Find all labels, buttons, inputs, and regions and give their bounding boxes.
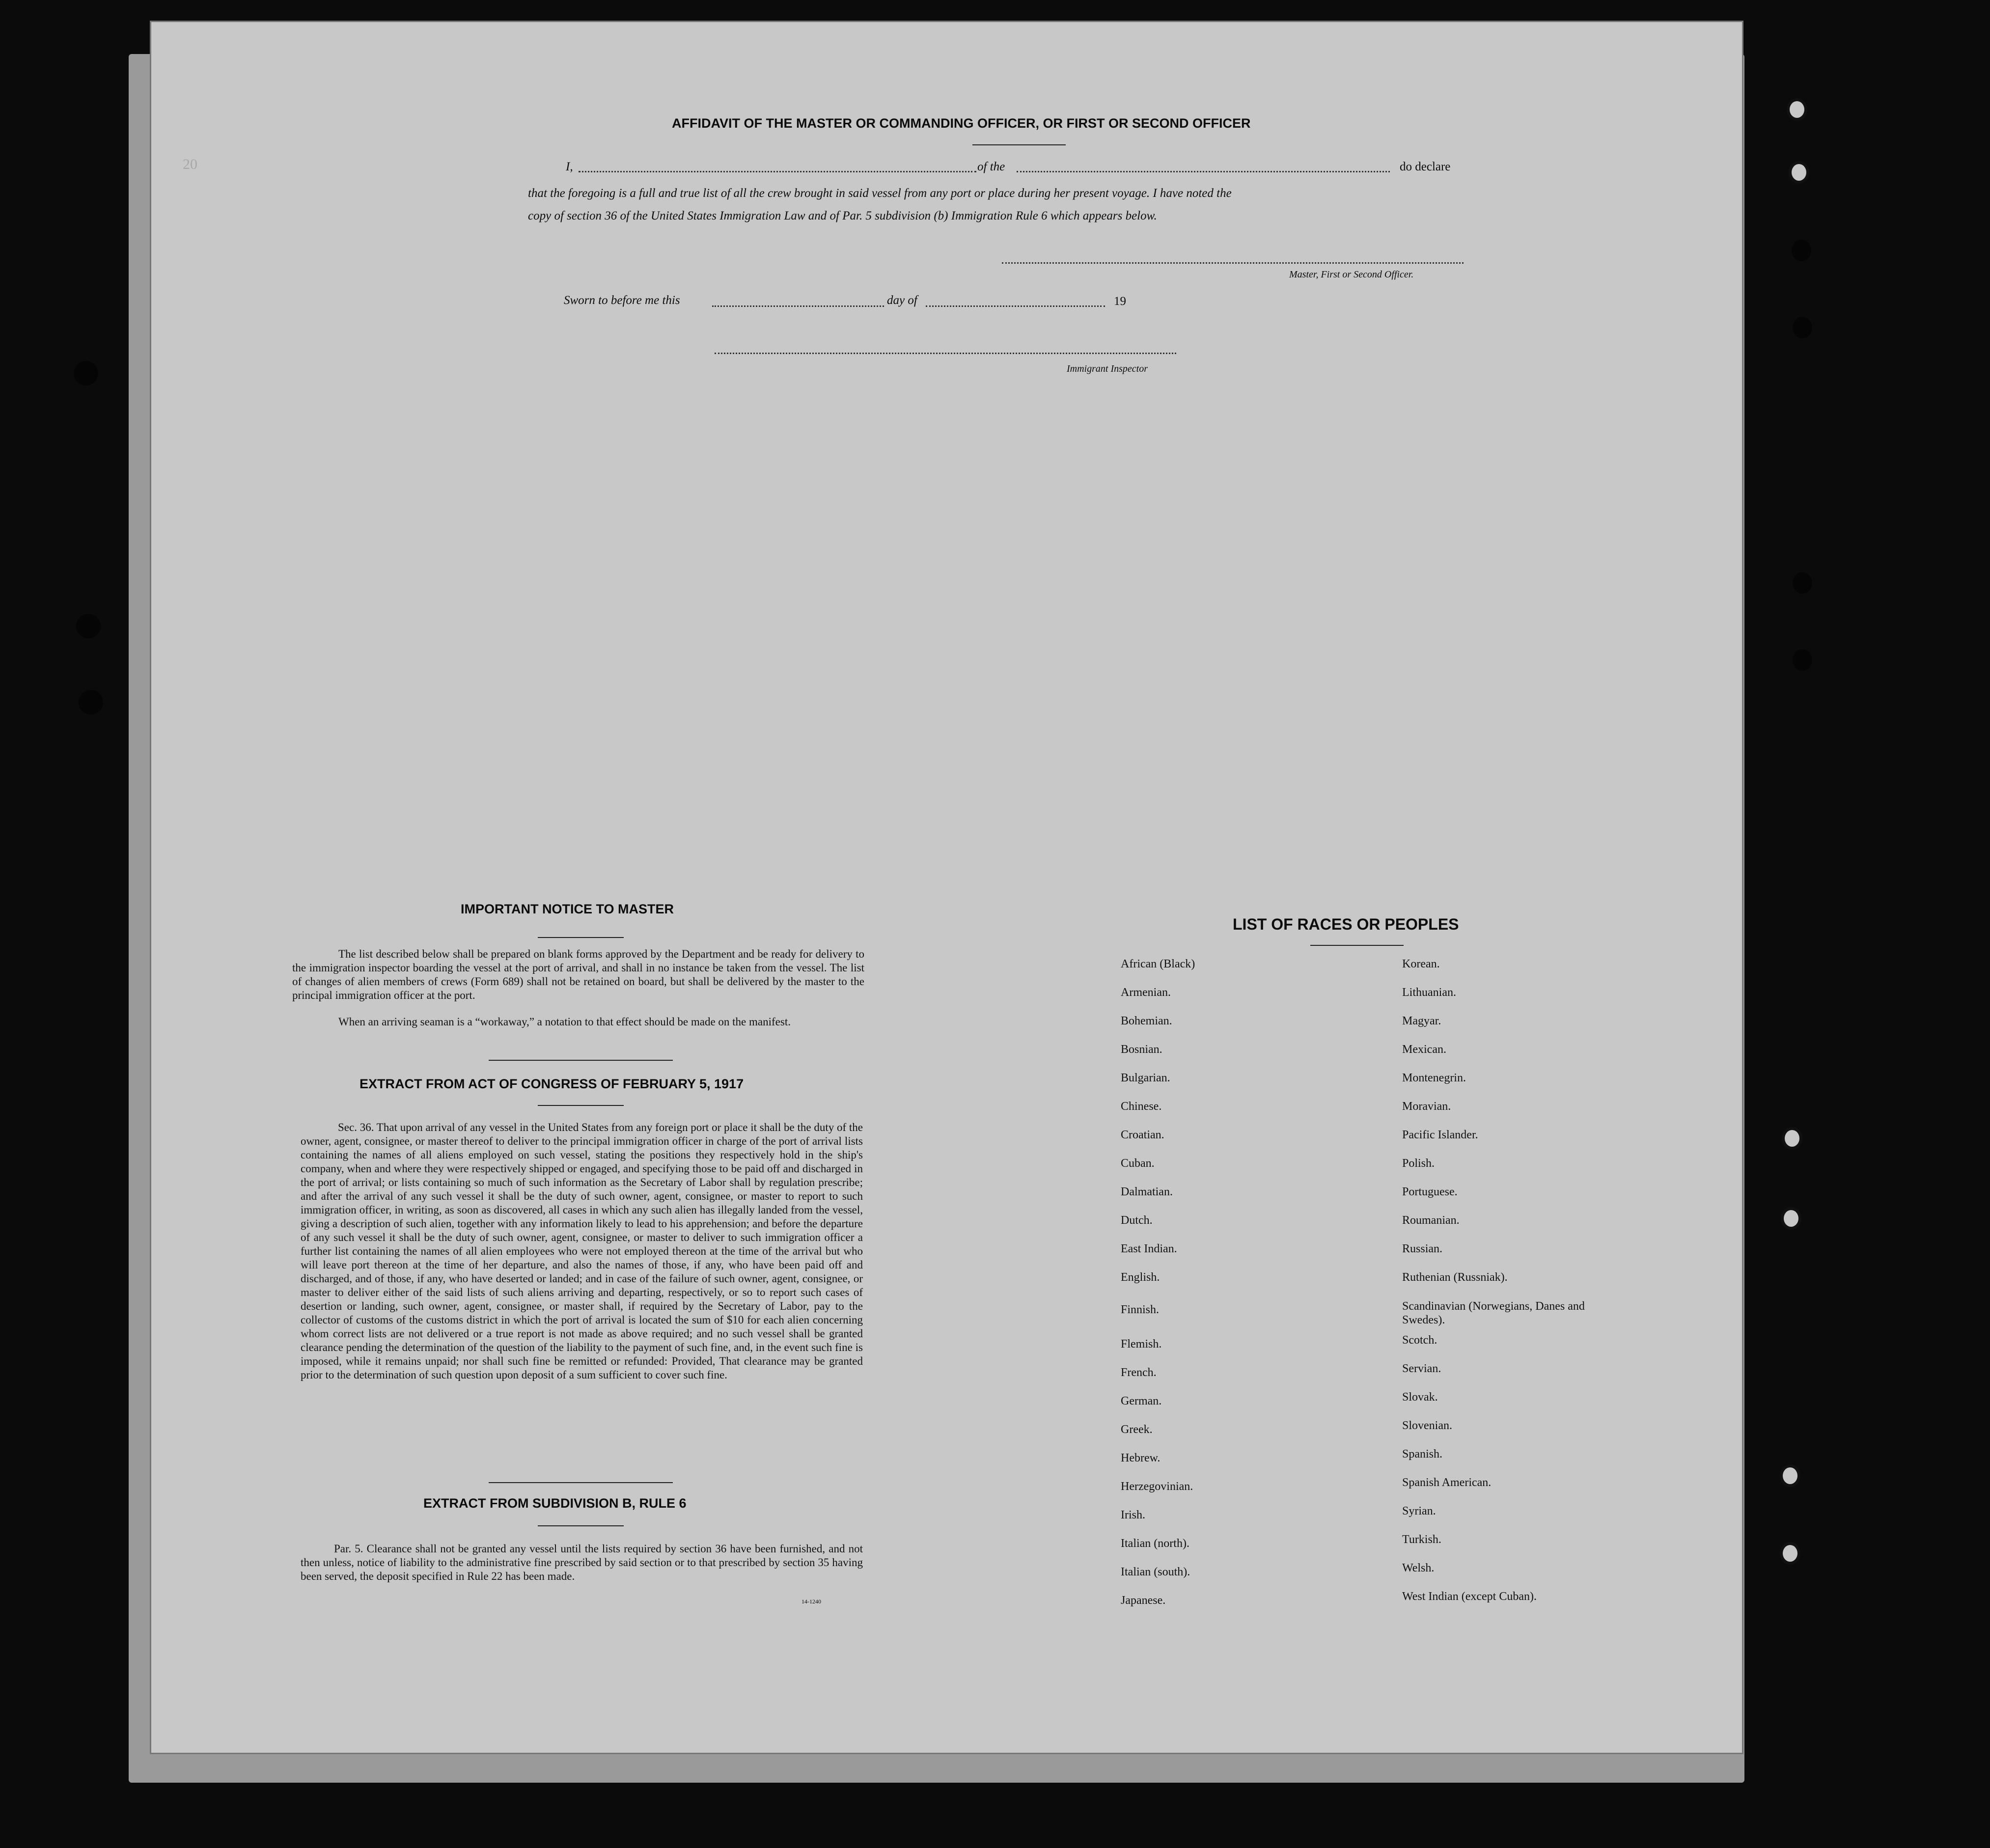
race-item: Bohemian.: [1121, 1015, 1172, 1027]
race-item: Hebrew.: [1121, 1452, 1161, 1464]
notice-body2-text: When an arriving seaman is a “workaway,” a notation to that effect should be made on the manifest.: [338, 1016, 791, 1028]
binder-hole: [74, 361, 98, 386]
race-item: German.: [1121, 1395, 1162, 1407]
race-item: Turkish.: [1402, 1533, 1441, 1546]
divider: [489, 1060, 673, 1061]
day-of-label: day of: [887, 294, 917, 307]
race-item: Montenegrin.: [1402, 1072, 1466, 1084]
affidavit-title: AFFIDAVIT OF THE MASTER OR COMMANDING OFFICER, OR FIRST OR SECOND OFFICER: [672, 116, 1251, 131]
divider: [489, 1482, 673, 1483]
punch-hole: [1780, 1542, 1800, 1565]
race-item: Italian (north).: [1121, 1537, 1189, 1550]
race-item: Magyar.: [1402, 1015, 1441, 1027]
race-item: Spanish American.: [1402, 1476, 1492, 1489]
race-item: Bulgarian.: [1121, 1072, 1170, 1084]
extract-rule-title: EXTRACT FROM SUBDIVISION B, RULE 6: [423, 1496, 687, 1511]
punch-hole: [1789, 161, 1809, 184]
race-item: African (Black): [1121, 958, 1195, 970]
notice-body: [292, 947, 864, 1002]
divider: [538, 937, 624, 938]
race-item: Slovenian.: [1402, 1419, 1452, 1432]
sworn-day-line: [712, 305, 884, 307]
affidavit-declare-label: do declare: [1400, 160, 1451, 173]
punch-hole: [1787, 98, 1807, 121]
notice-title: IMPORTANT NOTICE TO MASTER: [461, 902, 674, 916]
master-signature-label: Master, First or Second Officer.: [1289, 269, 1414, 280]
races-title: LIST OF RACES OR PEOPLES: [1233, 915, 1459, 933]
binder-hole: [79, 690, 103, 715]
race-item: Irish.: [1121, 1509, 1145, 1521]
extract-act-body: Sec. 36. That upon arrival of any vessel in the United States from any foreign port or place it shall be the duty of the owner, agent, consignee, or master thereof to deliver to the principal immigration officer in charge of the port of arrival lists containing the names of all aliens employed on such vessel, stating the positions they respectively hold in the ship's company, when and where they were respectively shipped or engaged, and specifying those to be paid off and discharged in the port of arrival; or lists containing so much of such information as the Secretary of Labor shall by regulation prescribe; and after the arrival of any such vessel it shall be the duty of such owner, agent, consignee, or master to report to such immigration officer, in writing, as soon as discovered, all cases in which any such alien has illegally landed from the vessel, giving a description of such alien, together with any information likely to lead to his apprehension; and before the departure of any such vessel it shall be the duty of such owner, agent, consignee, or master to deliver to such immigration officer a further list containing the names of all alien employees who were not employed thereon at the time of the arrival but who will leave port thereon at the time of her departure, and also the names of those, if any, who have been paid off and discharged, and of those, if any, who have deserted or landed; and in case of the failure of such owner, agent, consignee, or master to deliver either of the said lists of such aliens arriving and departing, respectively, or so to report such cases of desertion or landing, such owner, agent, consignee, or master shall, if required by the Secretary of Labor, pay to the collector of customs of the customs district in which the port of arrival is located the sum of $10 for each alien concerning whom correct lists are not delivered or a true report is not made as above required; and no such vessel shall be granted clearance pending the determination of the question of the liability to the payment of such fine, and, in the event such fine is imposed, while it remains unpaid; nor shall such fine be remitted or refunded: Provided, That clearance may be granted prior to the determination of such question upon deposit of a sum sufficient to cover such fine.: [301, 1121, 863, 1381]
punch-hole: [1793, 572, 1812, 594]
race-item: Korean.: [1402, 958, 1440, 970]
race-item: Polish.: [1402, 1157, 1435, 1170]
race-item: French.: [1121, 1366, 1157, 1379]
race-item: English.: [1121, 1271, 1160, 1284]
race-item: Croatian.: [1121, 1129, 1164, 1141]
races-right-column: [1402, 958, 1594, 1619]
divider: [1310, 945, 1404, 946]
race-item: Japanese.: [1121, 1594, 1166, 1607]
race-item: Portuguese.: [1402, 1186, 1458, 1198]
affidavit-text-line2: that the foregoing is a full and true list of all the crew brought in said vessel from any port or place during her present voyage. I have noted the: [528, 187, 1232, 200]
race-item: Scotch.: [1402, 1334, 1437, 1347]
punch-hole: [1782, 1127, 1802, 1150]
affidavit-text-line3: copy of section 36 of the United States Immigration Law and of Par. 5 subdivision (b) Immigration Rule 6 which appears below.: [528, 209, 1157, 222]
vessel-line: [1017, 171, 1390, 172]
races-left-column: [1121, 958, 1195, 1623]
race-item: Moravian.: [1402, 1100, 1451, 1113]
race-item: Cuban.: [1121, 1157, 1155, 1170]
race-item: Dalmatian.: [1121, 1186, 1173, 1198]
page-number: 20: [183, 156, 197, 172]
race-item: Roumanian.: [1402, 1214, 1460, 1227]
race-item: Bosnian.: [1121, 1043, 1162, 1056]
race-item: Scandinavian (Norwegians, Danes and Swedes).: [1402, 1300, 1585, 1326]
race-item: Herzegovinian.: [1121, 1480, 1193, 1493]
race-item: Pacific Islander.: [1402, 1129, 1478, 1141]
race-item: Finnish.: [1121, 1303, 1160, 1316]
punch-hole: [1792, 240, 1811, 261]
sworn-label: Sworn to before me this: [564, 294, 680, 307]
race-item: Welsh.: [1402, 1562, 1435, 1574]
race-item: Greek.: [1121, 1423, 1153, 1436]
form-number: 14-1240: [802, 1598, 821, 1605]
notice-body2: [292, 1015, 864, 1029]
race-item: Servian.: [1402, 1362, 1441, 1375]
notice-body-text: The list described below shall be prepared on blank forms approved by the Department and be ready for delivery to the immigration inspector boarding the vessel at the port of arrival, and shall in no instance be taken from the vessel. The list of changes of alien members of crews (Form 689) shall not be retained on board, but shall be delivered by the master to the principal immigration officer at the port.: [292, 948, 864, 1001]
inspector-signature-line: [715, 353, 1176, 354]
divider: [972, 144, 1066, 145]
punch-hole: [1781, 1207, 1801, 1230]
year-label: 19: [1114, 295, 1126, 308]
race-item: Syrian.: [1402, 1505, 1436, 1517]
inspector-label: Immigrant Inspector: [1067, 363, 1148, 374]
divider: [538, 1105, 624, 1106]
race-item: Dutch.: [1121, 1214, 1153, 1227]
race-item: Slovak.: [1402, 1391, 1438, 1404]
race-item: Spanish.: [1402, 1448, 1443, 1461]
race-item: Armenian.: [1121, 986, 1171, 999]
affidavit-i-label: I,: [566, 160, 573, 173]
race-item: Ruthenian (Russniak).: [1402, 1271, 1508, 1284]
binder-hole: [76, 614, 101, 638]
race-item: Russian.: [1402, 1242, 1443, 1255]
extract-act-title: EXTRACT FROM ACT OF CONGRESS OF FEBRUARY 5, 1917: [359, 1076, 744, 1091]
race-item: Italian (south).: [1121, 1566, 1190, 1578]
divider: [538, 1525, 624, 1526]
punch-hole: [1780, 1464, 1800, 1487]
name-line: [579, 171, 976, 172]
affidavit-of-the-label: of the: [977, 160, 1005, 173]
race-item: East Indian.: [1121, 1242, 1177, 1255]
race-item: Chinese.: [1121, 1100, 1162, 1113]
sworn-month-line: [926, 305, 1105, 307]
punch-hole: [1793, 649, 1812, 671]
race-item: West Indian (except Cuban).: [1402, 1590, 1537, 1603]
race-item: Flemish.: [1121, 1338, 1162, 1351]
race-item: Mexican.: [1402, 1043, 1446, 1056]
punch-hole: [1793, 317, 1812, 338]
extract-rule-body: Par. 5. Clearance shall not be granted any vessel until the lists required by section 36 have been furnished, and not then unless, notice of liability to the administrative fine prescribed by said section or to that prescribed by section 35 having been served, the deposit specified in Rule 22 has been made.: [301, 1543, 863, 1582]
race-item: Lithuanian.: [1402, 986, 1456, 999]
master-signature-line: [1002, 262, 1464, 264]
